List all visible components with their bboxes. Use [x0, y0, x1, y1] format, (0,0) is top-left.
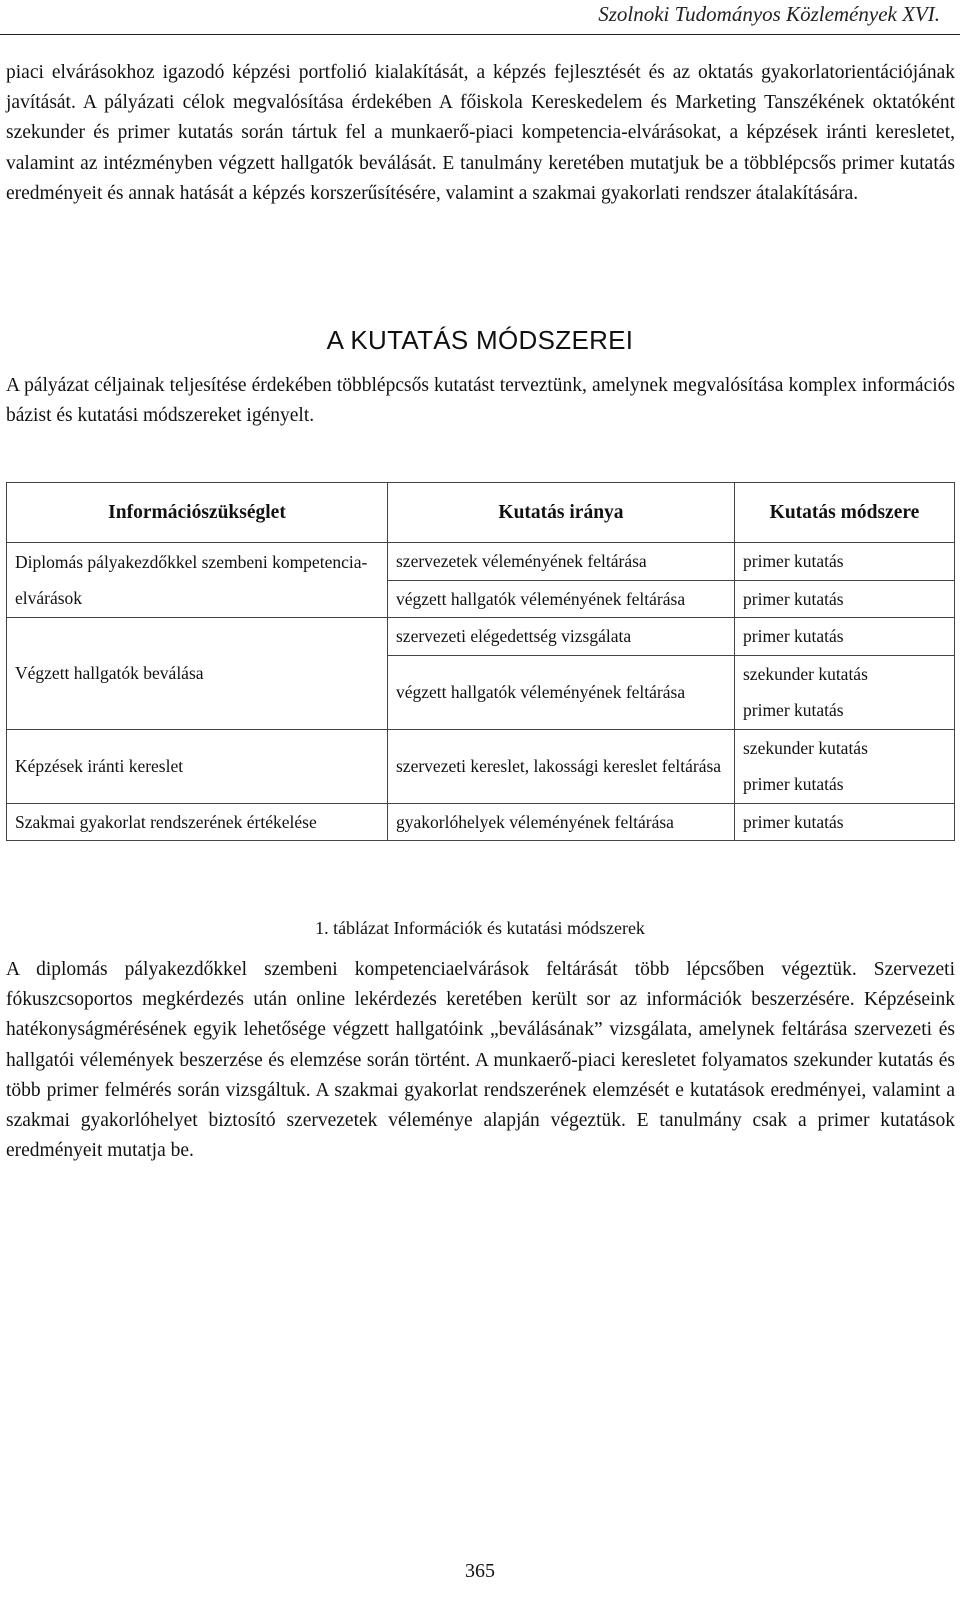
table-caption: 1. táblázat Információk és kutatási módszerek: [315, 918, 645, 938]
table-cell: végzett hallgatók véleményének feltárása: [388, 580, 735, 618]
page-number: 365: [465, 1560, 495, 1582]
table-cell: primer kutatás: [735, 803, 955, 841]
table-row: [7, 803, 955, 841]
table-cell: Képzések iránti kereslet: [7, 729, 388, 803]
research-methods-table: [6, 482, 955, 841]
intro-paragraph: piaci elvárásokhoz igazodó képzési portfolió kialakítását, a képzés fejlesztését és az oktatás gyakorlatorientációjának javítását. A pályázati célok megvalósítása érdekében A főiskola Kereskedelem és Marketing Tanszékének oktatóként szekunder és primer kutatás során tártuk fel a munkaerő-piaci kompetencia-elvárásokat, a képzések iránti keresletet, valamint az intézményben végzett hallgatók beválását. E tanulmány keretében mutatjuk be a többlépcsős primer kutatás eredményeit és annak hatását a képzés korszerűsítésére, valamint a szakmai gyakorlati rendszer átalakítására.: [6, 62, 955, 204]
table-cell: szervezetek véleményének feltárása: [388, 543, 735, 581]
table-cell: primer kutatás: [735, 543, 955, 581]
section-heading: A KUTATÁS MÓDSZEREI: [326, 325, 634, 355]
table-cell: primer kutatás: [735, 580, 955, 618]
method-line: primer kutatás: [743, 774, 844, 794]
table-cell: Végzett hallgatók beválása: [7, 618, 388, 730]
table-cell: gyakorlóhelyek véleményének feltárása: [388, 803, 735, 841]
table-cell: Diplomás pályakezdőkkel szembeni kompetencia-elvárások: [7, 543, 388, 618]
table-row: [7, 543, 955, 581]
table-cell: Szakmai gyakorlat rendszerének értékelése: [7, 803, 388, 841]
table-cell: szervezeti elégedettség vizsgálata: [388, 618, 735, 656]
table-row: [7, 618, 955, 656]
table-header-cell: Információszükséglet: [7, 483, 388, 543]
method-line: szekunder kutatás: [743, 663, 868, 684]
table-header-row: [7, 483, 955, 543]
table-cell: primer kutatás: [735, 618, 955, 656]
methods-paragraph: A pályázat céljainak teljesítése érdekében többlépcsős kutatást terveztünk, amelynek megvalósítása komplex információs bázist és kutatási módszereket igényelt.: [6, 375, 955, 427]
method-line: szekunder kutatás: [743, 737, 868, 758]
header-divider: [0, 34, 960, 35]
journal-title: Szolnoki Tudományos Közlemények XVI.: [598, 2, 940, 26]
table-cell: [735, 655, 955, 729]
table-cell: szervezeti kereslet, lakossági kereslet feltárása: [388, 729, 735, 803]
table-header-cell: Kutatás iránya: [388, 483, 735, 543]
page-header: [0, 0, 960, 36]
table-row: [7, 729, 955, 803]
findings-paragraph: A diplomás pályakezdőkkel szembeni kompetenciaelvárások feltárását több lépcsőben végeztük. Szervezeti fókuszcsoportos megkérdezés után online lekérdezés keretében került sor az információk beszerzésére. Képzéseink hatékonyságmérésének egyik lehetősége végzett hallgatóink „beválásának” vizsgálata, amelynek feltárása szervezeti és hallgatói vélemények beszerzése és elemzése során történt. A munkaerő-piaci keresletet folyamatos szekunder kutatás és több primer felmérés során vizsgáltuk. A szakmai gyakorlat rendszerének elemzését e kutatások eredményei, valamint a szakmai gyakorlóhelyet biztosító szervezetek véleménye alapján végeztük. E tanulmány csak a primer kutatások eredményeit mutatja be.: [6, 959, 955, 1162]
table-cell: végzett hallgatók véleményének feltárása: [388, 655, 735, 729]
method-line: primer kutatás: [743, 700, 844, 720]
table-header-cell: Kutatás módszere: [735, 483, 955, 543]
table-cell: [735, 729, 955, 803]
